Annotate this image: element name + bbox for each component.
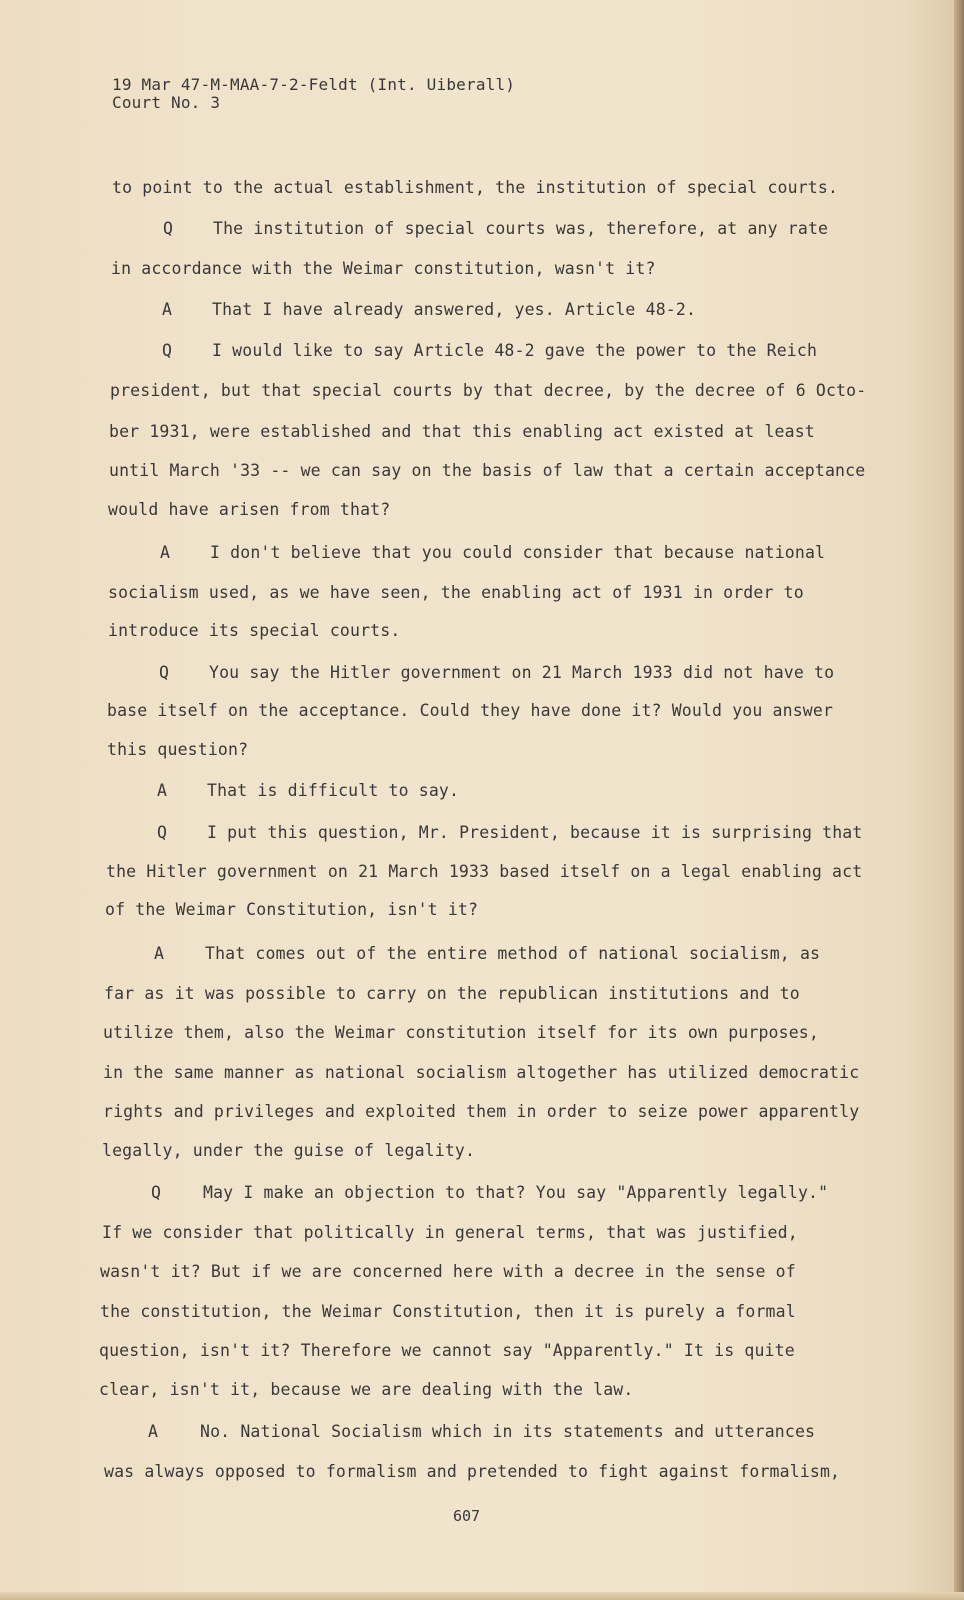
text-line: the constitution, the Weimar Constitution, then it is purely a formal bbox=[100, 1302, 796, 1321]
text-line: That I have already answered, yes. Article 48-2. bbox=[212, 300, 697, 319]
text-line: I would like to say Article 48-2 gave the power to the Reich bbox=[212, 341, 818, 360]
speaker-label: Q bbox=[162, 341, 172, 360]
text-line: of the Weimar Constitution, isn't it? bbox=[105, 900, 479, 919]
page-header bbox=[112, 76, 515, 112]
text-line: would have arisen from that? bbox=[108, 500, 391, 519]
text-line: far as it was possible to carry on the republican institutions and to bbox=[104, 984, 800, 1003]
speaker-label: Q bbox=[157, 823, 167, 842]
page-number: 607 bbox=[453, 1507, 481, 1525]
text-line: in accordance with the Weimar constitution, wasn't it? bbox=[111, 259, 656, 278]
speaker-label: A bbox=[148, 1422, 158, 1441]
speaker-label: A bbox=[157, 781, 167, 800]
text-line: legally, under the guise of legality. bbox=[102, 1141, 476, 1160]
text-line: utilize them, also the Weimar constitution itself for its own purposes, bbox=[103, 1023, 819, 1042]
header-line-1: 19 Mar 47-M-MAA-7-2-Feldt (Int. Uiberall) bbox=[112, 75, 516, 94]
text-line: until March '33 -- we can say on the basis of law that a certain acceptance bbox=[109, 461, 866, 480]
text-line: May I make an objection to that? You say "Apparently legally." bbox=[203, 1183, 829, 1202]
paper-edge bbox=[954, 0, 964, 1600]
speaker-label: A bbox=[154, 944, 164, 963]
text-line: No. National Socialism which in its statements and utterances bbox=[200, 1422, 816, 1441]
header-line-2: Court No. 3 bbox=[112, 93, 221, 112]
speaker-label: Q bbox=[159, 663, 169, 682]
text-line: this question? bbox=[107, 740, 249, 759]
speaker-label: Q bbox=[151, 1183, 161, 1202]
text-line: rights and privileges and exploited them in order to seize power apparently bbox=[103, 1102, 860, 1121]
text-line: socialism used, as we have seen, the enabling act of 1931 in order to bbox=[108, 583, 804, 602]
paper-bottom-edge bbox=[0, 1592, 964, 1600]
text-line: clear, isn't it, because we are dealing with the law. bbox=[99, 1380, 634, 1399]
text-line: was always opposed to formalism and pretended to fight against formalism, bbox=[104, 1462, 841, 1481]
text-line: ber 1931, were established and that this enabling act existed at least bbox=[109, 422, 815, 441]
text-line: wasn't it? But if we are concerned here with a decree in the sense of bbox=[100, 1262, 796, 1281]
speaker-label: Q bbox=[163, 219, 173, 238]
text-line: I don't believe that you could consider that because national bbox=[210, 543, 826, 562]
speaker-label: A bbox=[162, 300, 172, 319]
text-line: You say the Hitler government on 21 March 1933 did not have to bbox=[209, 663, 835, 682]
text-line: in the same manner as national socialism altogether has utilized democratic bbox=[103, 1063, 860, 1082]
text-line: That is difficult to say. bbox=[207, 781, 460, 800]
speaker-label: A bbox=[160, 543, 170, 562]
text-line: base itself on the acceptance. Could they have done it? Would you answer bbox=[107, 701, 834, 720]
text-line: That comes out of the entire method of national socialism, as bbox=[205, 944, 821, 963]
text-line: If we consider that politically in general terms, that was justified, bbox=[102, 1223, 798, 1242]
text-line: I put this question, Mr. President, because it is surprising that bbox=[207, 823, 863, 842]
text-line: question, isn't it? Therefore we cannot say "Apparently." It is quite bbox=[99, 1341, 795, 1360]
text-line: president, but that special courts by that decree, by the decree of 6 Octo- bbox=[110, 381, 867, 400]
text-line: the Hitler government on 21 March 1933 based itself on a legal enabling act bbox=[106, 862, 863, 881]
text-line: introduce its special courts. bbox=[108, 621, 401, 640]
text-line: to point to the actual establishment, the institution of special courts. bbox=[112, 178, 839, 197]
text-line: The institution of special courts was, therefore, at any rate bbox=[213, 219, 829, 238]
